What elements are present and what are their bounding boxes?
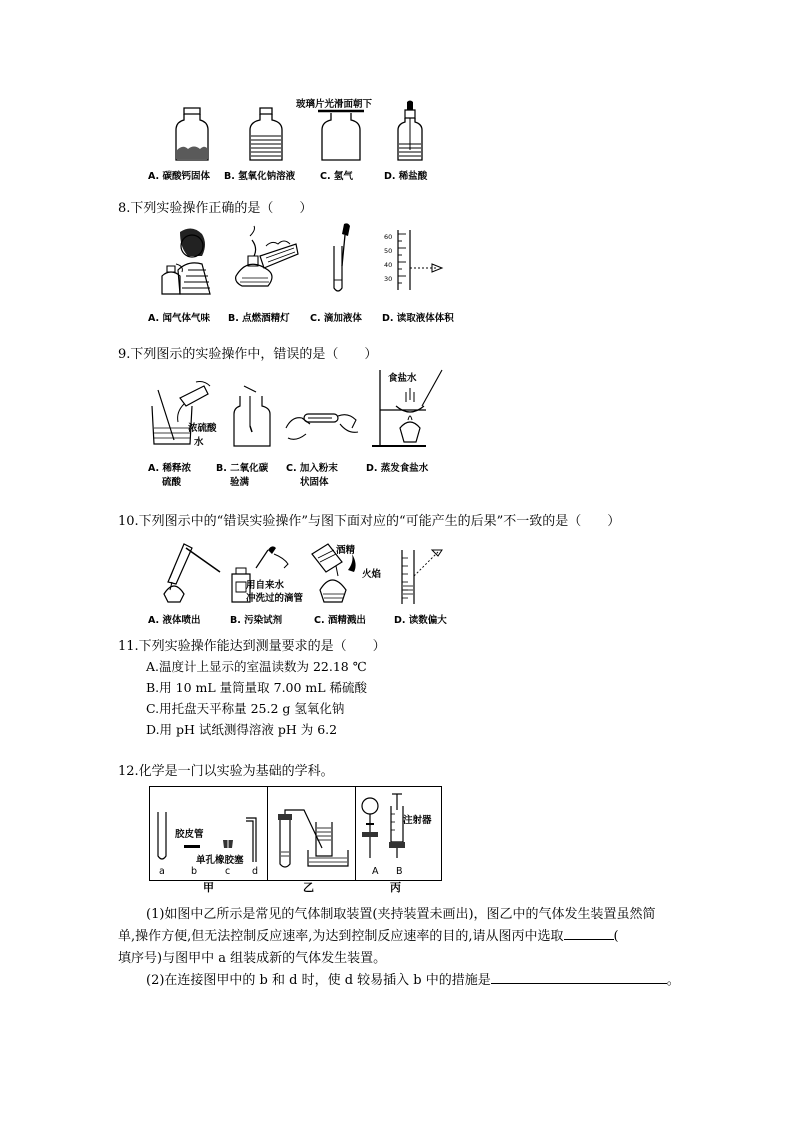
bottle-a-icon [174, 106, 210, 162]
q11-option-b: B.用 10 mL 量筒量取 7.00 mL 稀硫酸 [146, 680, 368, 695]
q12-part1-line3: 填序号)与图甲中 a 组装成新的气体发生装置。 [118, 951, 387, 966]
q10-caption-a: A. 液体喷出 [148, 615, 201, 626]
label-concentrated-acid: 浓硫酸 [188, 423, 217, 434]
bottle-b-icon [248, 106, 284, 162]
label-tap-water: 用自来水 [246, 580, 285, 591]
frame-divider-1 [267, 787, 268, 880]
q11-option-a: A.温度计上显示的室温读数为 22.18 ℃ [146, 659, 367, 674]
alcohol-lamp-lighting-icon [232, 226, 302, 292]
panel-label-bing: 丙 [390, 881, 401, 894]
label-rinsed-dropper: 冲洗过的滴管 [246, 593, 304, 604]
q8-caption-a: A. 闻气体气味 [148, 313, 210, 324]
graduated-cylinder-icon [392, 228, 452, 294]
q12-part2: (2)在连接图甲中的 b 和 d 时，使 d 较易插入 b 中的措施是 。 [146, 973, 680, 988]
stopper-c-icon [222, 838, 234, 850]
q7-caption-a: A. 碳酸钙固体 [148, 171, 210, 182]
bent-tube-d-icon [244, 816, 260, 864]
frame-divider-2 [355, 787, 356, 880]
q7-caption-d: D. 稀盐酸 [384, 171, 428, 182]
q9-caption-d: D. 蒸发食盐水 [366, 463, 429, 474]
q11-option-d: D.用 pH 试纸测得溶液 pH 为 6.2 [146, 722, 338, 737]
powder-trough-tube-icon [282, 398, 360, 444]
q9-caption-a: A. 稀释浓 硫酸 [148, 463, 191, 488]
q9-stem: 9.下列图示的实验操作中，错误的是（ ） [118, 347, 378, 362]
separatory-funnel-a-icon [358, 796, 382, 862]
heating-tube-icon [150, 538, 226, 604]
q8-caption-c: C. 滴加液体 [310, 313, 362, 324]
letter-upper-b: B [396, 866, 403, 877]
q11-option-c: C.用托盘天平称量 25.2 g 氢氧化钠 [146, 701, 345, 716]
label-water: 水 [194, 437, 204, 448]
q9-caption-b: B. 二氧化碳 验满 [216, 463, 269, 488]
label-stopper: 单孔橡胶塞 [196, 855, 244, 866]
dilute-acid-beaker-icon [146, 378, 216, 448]
q9-caption-c: C. 加入粉末 状固体 [286, 463, 338, 488]
cylinder-tick-labels: 60 50 40 30 [384, 233, 393, 283]
letter-d: d [252, 866, 259, 877]
label-syringe: 注射器 [403, 815, 432, 826]
q11-stem: 11.下列实验操作能达到测量要求的是（ ） [118, 639, 386, 654]
q7-glass-label: 玻璃片光滑面朝下 [296, 99, 373, 110]
dropper-test-tube-icon [328, 222, 358, 294]
letter-b: b [191, 866, 198, 877]
answer-blank-2[interactable] [491, 983, 667, 984]
label-alcohol: 酒精 [336, 545, 356, 556]
label-hose: 胶皮管 [175, 829, 204, 840]
syringe-b-icon [386, 792, 408, 862]
q8-caption-d: D. 读取液体体积 [382, 313, 454, 324]
letter-c: c [225, 866, 231, 877]
hose-b-icon [184, 844, 200, 850]
person-smelling-icon [158, 226, 214, 296]
q12-part1-line1: (1)如图中乙所示是常见的气体制取装置(夹持装置未画出)，图乙中的气体发生装置虽然简 [146, 907, 656, 922]
panel-label-jia: 甲 [203, 881, 214, 894]
label-salt-water: 食盐水 [388, 373, 417, 384]
q7-caption-b: B. 氢氧化钠溶液 [224, 171, 296, 182]
q10-caption-c: C. 酒精溅出 [314, 615, 366, 626]
letter-upper-a: A [372, 866, 379, 877]
answer-blank-1[interactable] [564, 939, 614, 940]
panel-label-yi: 乙 [303, 881, 314, 894]
q10-caption-b: B. 污染试剂 [230, 615, 283, 626]
q10-stem: 10.下列图示中的“错误实验操作”与图下面对应的“可能产生的后果”不一致的是（ ） [118, 514, 621, 529]
q8-caption-b: B. 点燃酒精灯 [228, 313, 290, 324]
gas-generation-apparatus-icon [274, 808, 354, 872]
q7-caption-c: C. 氢气 [320, 171, 353, 182]
q10-caption-d: D. 读数偏大 [394, 615, 447, 626]
test-tube-a-icon [156, 810, 168, 862]
q11-options [146, 656, 367, 740]
label-flame: 火焰 [362, 569, 382, 580]
q8-stem: 8.下列实验操作正确的是（ ） [118, 201, 313, 216]
co2-full-test-icon [232, 384, 272, 448]
gas-bottle-c-icon [318, 110, 364, 162]
cylinder-reading-icon [396, 546, 446, 606]
q12-stem: 12.化学是一门以实验为基础的学科。 [118, 764, 334, 779]
q12-part1-line2: 单,操作方便,但无法控制反应速率,为达到控制反应速率的目的,请从图丙中选取 ( [118, 929, 619, 944]
dropper-bottle-d-icon [396, 100, 424, 162]
letter-a: a [159, 866, 165, 877]
